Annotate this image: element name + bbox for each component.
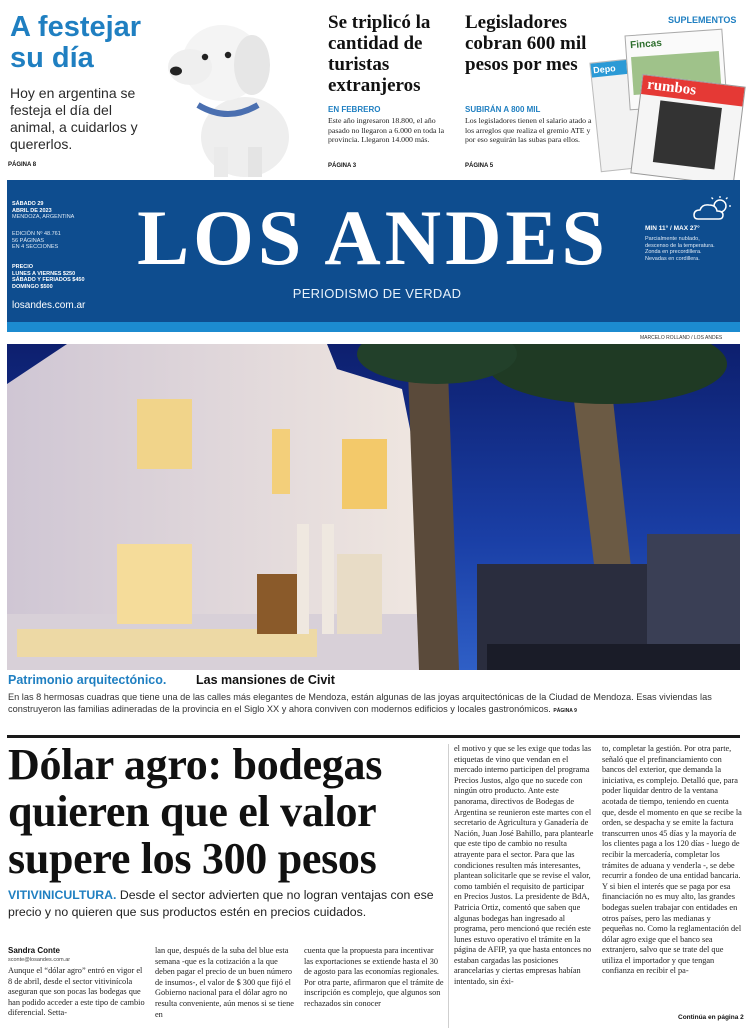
- weather-line-1: Parcialmente nublado,: [645, 236, 700, 242]
- weather-line-4: Nevadas en cordillera.: [645, 255, 700, 262]
- teaser-left-page: PÁGINA 8: [8, 162, 37, 168]
- weather-line-2: descenso de la temperatura.: [645, 242, 715, 249]
- edition-line-2: 56 PÁGINAS: [12, 237, 45, 244]
- tagline: PERIODISMO DE VERDAD: [292, 286, 462, 301]
- caption-kicker: Patrimonio arquitectónico.: [8, 673, 167, 687]
- continued-link[interactable]: Continúa en página 2: [678, 1014, 744, 1021]
- logo[interactable]: LOS ANDES: [137, 194, 609, 281]
- author-email[interactable]: sconte@losandes.com.ar: [8, 957, 71, 963]
- photo-credit: MARCELO ROLLAND / LOS ANDES: [640, 335, 723, 341]
- story-column-1: Aunque el “dólar agro” entró en vigor el 8 de abril, desde el sector vitivinícola aseguran que son pocas las bodegas que han podido acceder a este tipo de cambio diferencial. Setta-: [8, 966, 145, 1018]
- masthead-price: [12, 264, 107, 290]
- supplement-cover-rumbos[interactable]: [630, 74, 745, 186]
- cover-fincas-title: Fincas: [629, 37, 663, 52]
- masthead-date: [12, 201, 102, 221]
- teaser-mid-body: Este año ingresaron 18.800, el año pasado no llegaron a 6.000 en toda la provincia. Llegaron 14.000 más.: [328, 116, 445, 144]
- deck-text: Desde el sector advierten que no logran ventajas con ese precio y no quieren que sus productos estén en precios cuidados.: [8, 888, 434, 919]
- masthead: [7, 180, 740, 332]
- teaser-right-body: Los legisladores tienen el salario atado a los arreglos que realiza el gremio ATE y por eso seguirán las subas para ellos.: [465, 116, 592, 144]
- teaser-left-title[interactable]: A festejar su día: [10, 11, 142, 74]
- caption-body-text: En las 8 hermosas cuadras que tiene una de las calles más elegantes de Mendoza, están algunas de las joyas arquitectónicas de la Ciudad de Mendoza. Esas viviendas las construyeron las familias adineradas de la provincia en el Siglo XX y ahora conviven con modernos edificios y locales gastronómicos.: [8, 692, 712, 714]
- teaser-right-title[interactable]: Legisladores cobran 600 mil pesos por mes: [465, 12, 587, 75]
- story-column-3: cuenta que la propuesta para incentivar las exportaciones se extiende hasta el 30 de agosto para las economías regionales. Por otra parte, afirmaron que el trámite de inscripción es complejo, que algunos son rechazados sin conocer: [304, 946, 444, 1008]
- website-link[interactable]: losandes.com.ar: [12, 300, 86, 311]
- weather-max: MAX 27°: [673, 225, 700, 232]
- date-line-3: MENDOZA, ARGENTINA: [12, 214, 75, 221]
- caption-body: [8, 692, 743, 717]
- story-column-5: to, completar la gestión. Por otra parte, señaló que el prefinanciamiento con bancos del exterior, que demanda la iniciativa, es complejo. Detalló que, para poder liquidar dentro de la ventana acotada de tiempo, teniendo en cuenta que, desde el momento en que se recibe la orden, se despacha y se emite la factura transcurren unos 45 días y la mayoría de los clientes paga a los 120 días - luego de recibir la mercadería, completar los trámites de aduana y venderla -, se debe recurrir a fondeo de una entidad bancaria. Y si bien el interés que se paga por esa financiación no es muy alto, las grandes bodegas suelen trabajar con entidades en otros países, pero las medianas y pequeñas no. Como la reglamentación del dólar agro exige que el banco sea extranjero, salvo que se trate del que utiliza el importador y que tengan confianza en recibir el pa-: [602, 744, 742, 976]
- teaser-mid-kicker: EN FEBRERO: [328, 105, 381, 114]
- price-line-1: LUNES A VIERNES $250: [12, 270, 76, 277]
- dog-photo: [150, 5, 305, 177]
- weather-partly-cloudy-icon: [692, 195, 734, 223]
- teaser-mid-title[interactable]: Se triplicó la cantidad de turistas extranjeros: [328, 12, 431, 96]
- caption-title[interactable]: Las mansiones de Civit: [196, 673, 335, 687]
- masthead-edition: [12, 231, 102, 251]
- supplements-label: SUPLEMENTOS: [668, 15, 737, 25]
- mansion-photo[interactable]: [7, 344, 740, 670]
- edition-line-3: EN 4 SECCIONES: [12, 244, 59, 251]
- byline: Sandra Conte: [8, 946, 61, 955]
- cover-rumbos-title: rumbos: [641, 75, 745, 106]
- weather-temps: MIN 11° / MAX 27°: [645, 225, 700, 232]
- weather-forecast: [645, 236, 740, 262]
- section-rule: [7, 735, 740, 738]
- teaser-right-page: PÁGINA 5: [465, 163, 494, 169]
- story-column-4: el motivo y que se les exige que todas las etiquetas de vino que vendan en el mercado interno participen del programa Precios Justos, algo que no sucede con ningún otro producto. Ante este panorama, directivos de Bodegas de Argentina se reunieron este martes con el secretario de Agricultura y Ganadería de Nación, Juan José Bahillo, para plantearle que este tipo de cambio no resulta atrayente para el sector. Para que las condiciones resulten más interesantes, plantean solicitarle que se revise el valor, como también el requisito de participar en Precios Justos. La presidente de BdA, Patricia Ortiz, comentó que saben que algunas bodegas han ingresado al programa, pero mencionó que recién este lunes estuvo operativo el trámite en la página de AFIP, ya que hasta entonces no estaban cargadas las posiciones arancelarias y ciertas empresas habían intentado, sin éxi-: [454, 744, 594, 987]
- weather-min: MIN 11°: [645, 225, 669, 232]
- column-divider: [448, 744, 449, 1028]
- teaser-mid-page: PÁGINA 3: [328, 163, 357, 169]
- edition-line-1: EDICIÓN Nº 48.761: [12, 231, 61, 237]
- story-column-2: lan que, después de la suba del blue esta semana -que es la cotización a la que deben pagar el precio de un buen número de insumos-, el valor de $ 300 que fijó el Gobierno nacional para el dólar agro no resulta conveniente, aún menos si se tiene en: [155, 946, 294, 1019]
- caption-page: PÁGINA 9: [553, 707, 577, 714]
- teaser-left-body: Hoy en argentina se festeja el día del animal, a cuidarlos y quererlos.: [10, 85, 138, 152]
- price-line-3: DOMINGO $500: [12, 283, 53, 290]
- masthead-accent-bar: [7, 322, 740, 332]
- main-headline[interactable]: Dólar agro: bodegas quieren que el valor supere los 300 pesos: [8, 740, 383, 883]
- teaser-right-kicker: SUBIRÁN A 800 MIL: [465, 105, 541, 114]
- weather-line-3: Zonda en precordillera.: [645, 249, 702, 256]
- price-label: PRECIO: [12, 264, 34, 270]
- deck-kicker: VITIVINICULTURA.: [8, 888, 117, 902]
- price-line-2: SÁBADO Y FERIADOS $450: [12, 277, 85, 284]
- cover-deportes-title: Depo: [590, 59, 637, 78]
- date-line-1: SÁBADO 29: [12, 201, 44, 207]
- main-deck: [8, 887, 438, 921]
- date-line-2: ABRIL DE 2023: [12, 207, 52, 214]
